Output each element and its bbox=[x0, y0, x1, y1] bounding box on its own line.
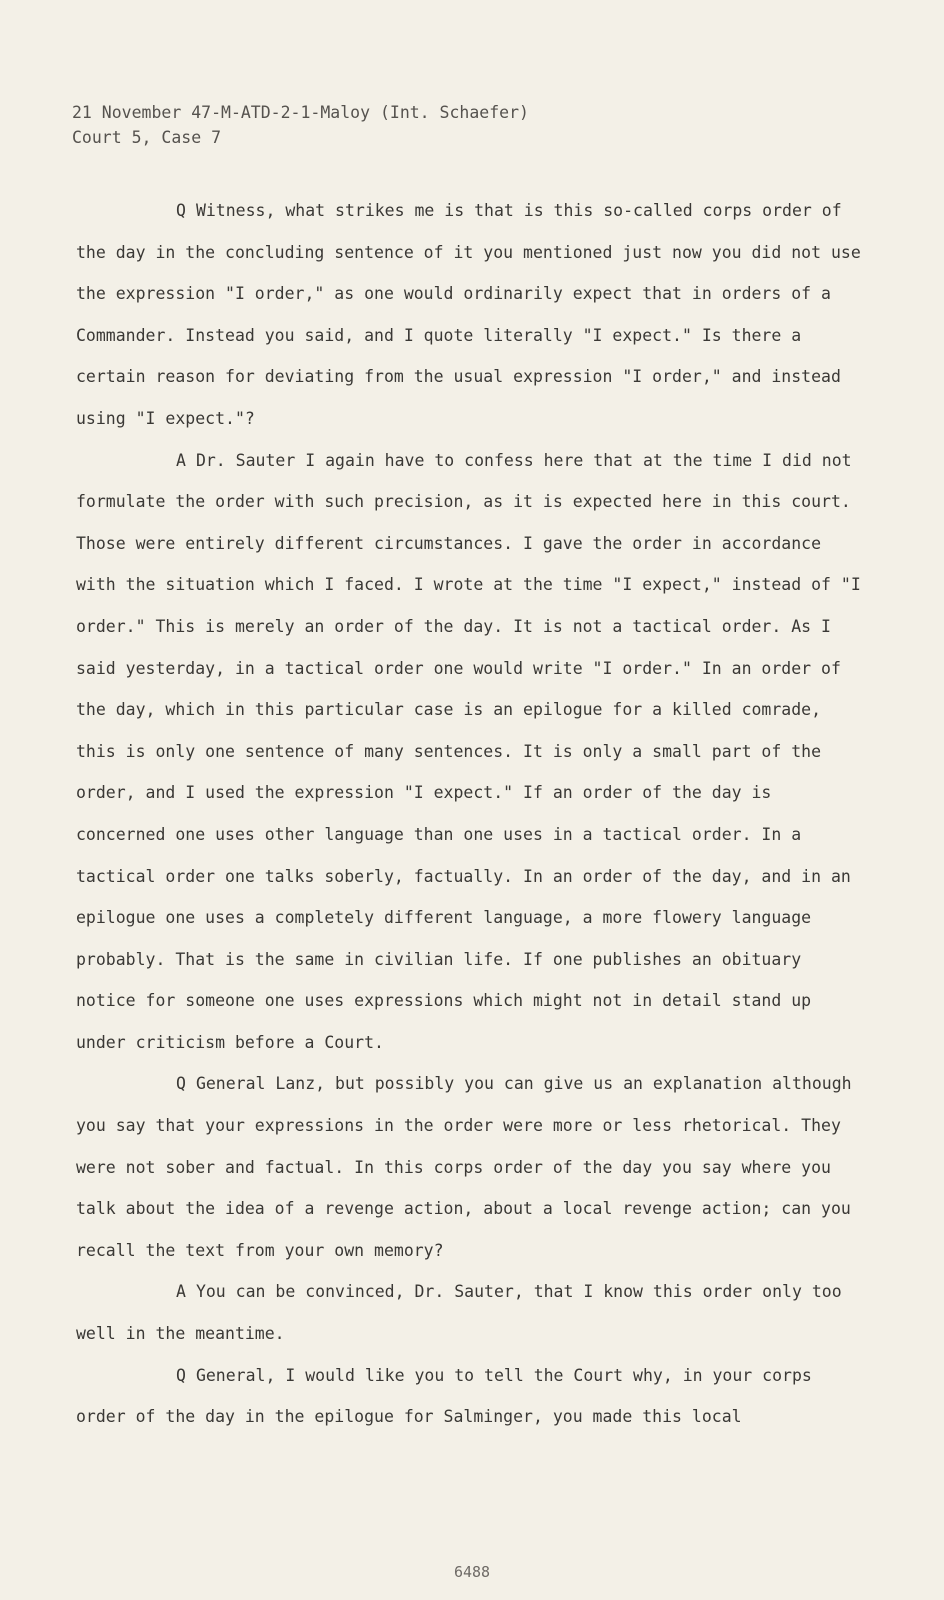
transcript-body bbox=[76, 190, 866, 1438]
transcript-paragraph bbox=[76, 1063, 866, 1271]
paragraph-text: General Lanz, but possibly you can give us an explanation although you say that your expressions in the order were more or less rhetorical. They were not sober and factual. In this corps order of the day you say where you talk about the idea of a revenge action, about a local revenge action; can you recall the text from your own memory? bbox=[76, 1074, 852, 1260]
header-date-line: 21 November 47-M-ATD-2-1-Maloy (Int. Schaefer) bbox=[72, 103, 529, 122]
speaker-label: Q bbox=[176, 201, 186, 220]
transcript-paragraph bbox=[76, 1271, 866, 1354]
transcript-paragraph bbox=[76, 1355, 866, 1438]
speaker-label: Q bbox=[176, 1365, 186, 1385]
paragraph-text: Dr. Sauter I again have to confess here that at the time I did not formulate the order with such precision, as it is expected here in this court. Those were entirely different circumstances. I gave the order in accordance with the situation which I faced. I wrote at the time "I expect," instead of "I order." This is merely an order of the day. It is not a tactical order. As I said yesterday, in a tactical order one would write "I order." In an order of the day, which in this particular case is an epilogue for a killed comrade, this is only one sentence of many sentences. It is only a small part of the order, and I used the expression "I expect." If an order of the day is concerned one uses other language than one uses in a tactical order. In a tactical order one talks soberly, factually. In an order of the day, and in an epilogue one uses a completely different language, a more flowery language probably. That is the same in civilian life. If one publishes an obituary notice for someone one uses expressions which might not in detail stand up under criticism before a Court. bbox=[76, 450, 861, 1052]
paragraph-text: Witness, what strikes me is that is this so-called corps order of the day in the concluding sentence of it you mentioned just now you did not use the expression "I order," as one would ordinarily expect that in orders of a Commander. Instead you said, and I quote literally "I expect." Is there a certain reason for deviating from the usual expression "I order," and instead using "I expect."? bbox=[76, 201, 861, 428]
document-header bbox=[72, 100, 529, 150]
paragraph-text: You can be convinced, Dr. Sauter, that I know this order only too well in the meantime. bbox=[76, 1282, 842, 1344]
paragraph-text: General, I would like you to tell the Court why, in your corps order of the day in the epilogue for Salminger, you made this local bbox=[76, 1365, 812, 1427]
speaker-label: A bbox=[176, 450, 186, 470]
transcript-paragraph bbox=[76, 190, 866, 440]
header-court-line: Court 5, Case 7 bbox=[72, 128, 222, 147]
page-number: 6488 bbox=[453, 1563, 491, 1581]
speaker-label: A bbox=[176, 1282, 186, 1302]
speaker-label: Q bbox=[176, 1074, 186, 1094]
transcript-paragraph bbox=[76, 440, 866, 1064]
